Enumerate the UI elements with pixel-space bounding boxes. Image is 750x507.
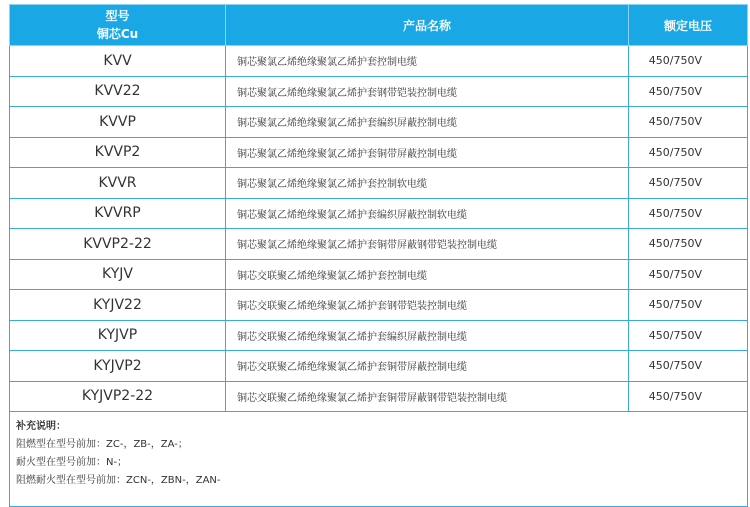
- table-row: [10, 351, 748, 382]
- voltage-cell: 450/750V: [629, 290, 748, 321]
- notes-cell: [10, 412, 748, 507]
- notes-line-flame-and-fire: 阻燃耐火型在型号前加：ZCN-，ZBN-，ZAN-: [16, 475, 221, 486]
- table-row: [10, 107, 748, 138]
- model-cell: KVVP2: [10, 137, 226, 168]
- table-row: [10, 259, 748, 290]
- voltage-cell: 450/750V: [629, 229, 748, 260]
- voltage-column-header: 额定电压: [629, 5, 748, 46]
- table-row: [10, 290, 748, 321]
- table-row: [10, 229, 748, 260]
- notes-line-flame-retardant: 阻燃型在型号前加：ZC-，ZB-，ZA-；: [16, 439, 188, 450]
- voltage-cell: 450/750V: [629, 137, 748, 168]
- model-cell: KVVRP: [10, 198, 226, 229]
- model-column-header: [10, 5, 226, 46]
- table-row: [10, 320, 748, 351]
- table-row: [10, 46, 748, 77]
- table-row: [10, 198, 748, 229]
- table-row: [10, 76, 748, 107]
- model-cell: KVVR: [10, 168, 226, 199]
- voltage-cell: 450/750V: [629, 381, 748, 412]
- model-cell: KVVP: [10, 107, 226, 138]
- model-header-sub-label: 铜芯Cu: [96, 27, 139, 41]
- model-cell: KVV: [10, 46, 226, 77]
- voltage-cell: 450/750V: [629, 46, 748, 77]
- name-column-header: 产品名称: [226, 5, 629, 46]
- voltage-cell: 450/750V: [629, 198, 748, 229]
- model-cell: KVVP2-22: [10, 229, 226, 260]
- model-cell: KVV22: [10, 76, 226, 107]
- cable-spec-table-container: [9, 4, 747, 507]
- model-cell: KYJVP2: [10, 351, 226, 382]
- voltage-cell: 450/750V: [629, 76, 748, 107]
- voltage-cell: 450/750V: [629, 107, 748, 138]
- table-row: [10, 168, 748, 199]
- product-name-cell: 铜芯聚氯乙烯绝缘聚氯乙烯护套铜带屏蔽钢带铠装控制电缆: [226, 229, 629, 260]
- notes-line-fire-resistant: 耐火型在型号前加：N-；: [16, 457, 128, 468]
- table-header-row: [10, 5, 748, 46]
- product-name-cell: 铜芯聚氯乙烯绝缘聚氯乙烯护套编织屏蔽控制电缆: [226, 107, 629, 138]
- product-name-cell: 铜芯聚氯乙烯绝缘聚氯乙烯护套铜带屏蔽控制电缆: [226, 137, 629, 168]
- cable-spec-table: [9, 4, 748, 507]
- notes-row: [10, 412, 748, 507]
- voltage-cell: 450/750V: [629, 320, 748, 351]
- product-name-cell: 铜芯交联聚乙烯绝缘聚氯乙烯护套编织屏蔽控制电缆: [226, 320, 629, 351]
- product-name-cell: 铜芯交联聚乙烯绝缘聚氯乙烯护套铜带屏蔽控制电缆: [226, 351, 629, 382]
- model-cell: KYJV22: [10, 290, 226, 321]
- table-row: [10, 381, 748, 412]
- notes-title: 补充说明：: [16, 421, 66, 432]
- model-cell: KYJVP2-22: [10, 381, 226, 412]
- voltage-cell: 450/750V: [629, 259, 748, 290]
- model-cell: KYJV: [10, 259, 226, 290]
- voltage-cell: 450/750V: [629, 351, 748, 382]
- model-cell: KYJVP: [10, 320, 226, 351]
- product-name-cell: 铜芯交联聚乙烯绝缘聚氯乙烯护套控制电缆: [226, 259, 629, 290]
- product-name-cell: 铜芯聚氯乙烯绝缘聚氯乙烯护套钢带铠装控制电缆: [226, 76, 629, 107]
- product-name-cell: 铜芯聚氯乙烯绝缘聚氯乙烯护套控制电缆: [226, 46, 629, 77]
- product-name-cell: 铜芯交联聚乙烯绝缘聚氯乙烯护套铜带屏蔽钢带铠装控制电缆: [226, 381, 629, 412]
- product-name-cell: 铜芯聚氯乙烯绝缘聚氯乙烯护套编织屏蔽控制软电缆: [226, 198, 629, 229]
- model-header-label: 型号: [105, 9, 130, 23]
- product-name-cell: 铜芯聚氯乙烯绝缘聚氯乙烯护套控制软电缆: [226, 168, 629, 199]
- table-row: [10, 137, 748, 168]
- product-name-cell: 铜芯交联聚乙烯绝缘聚氯乙烯护套钢带铠装控制电缆: [226, 290, 629, 321]
- voltage-cell: 450/750V: [629, 168, 748, 199]
